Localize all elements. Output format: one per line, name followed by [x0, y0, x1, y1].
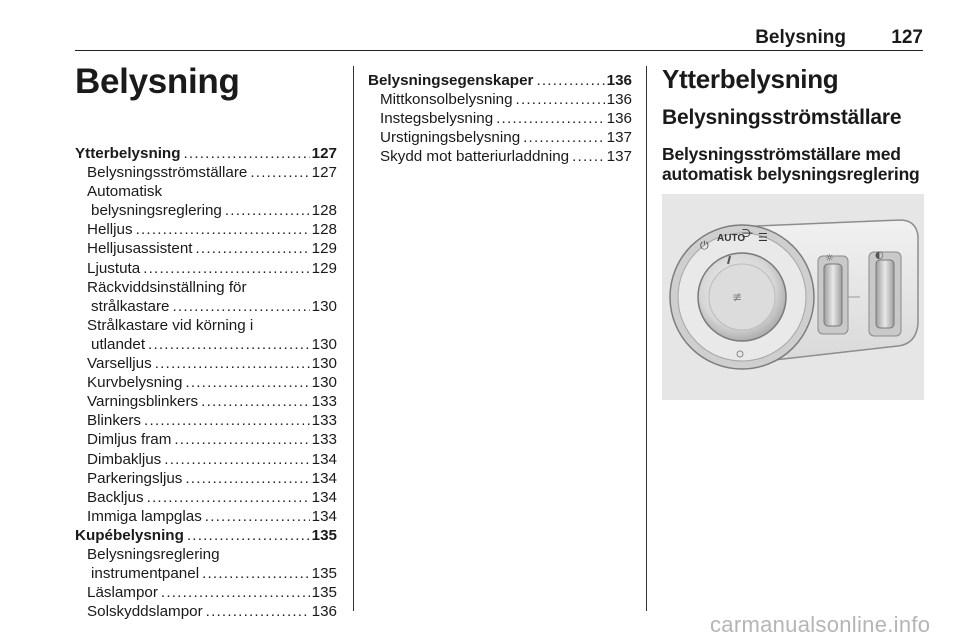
toc-dot-leader [185, 373, 309, 392]
toc-page-number: 134 [311, 488, 337, 506]
toc-page-number: 135 [311, 565, 337, 583]
toc-dot-leader [516, 90, 605, 109]
toc-page-number: 133 [311, 412, 337, 430]
toc-entry-label: Dimljus fram [87, 431, 172, 449]
toc-entry-row[interactable] [368, 128, 632, 147]
chapter-title: Belysning [75, 62, 240, 101]
toc-entry-row[interactable] [75, 469, 337, 488]
toc-section-label: Belysningsegenskaper [368, 72, 534, 89]
toc-entry-row[interactable] [75, 507, 337, 526]
toc-page-number: 135 [311, 526, 337, 544]
toc-entry-label: Immiga lampglas [87, 507, 202, 525]
column-divider-left [353, 66, 354, 611]
toc-page-number: 128 [311, 221, 337, 239]
header-page-number: 127 [891, 27, 923, 48]
toc-section-row[interactable] [75, 526, 337, 545]
toc-entry-row[interactable] [75, 297, 337, 316]
toc-dot-leader [225, 201, 310, 220]
toc-dot-leader [187, 526, 310, 545]
toc-dot-leader [144, 411, 310, 430]
toc-entry-label: Ljustuta [87, 259, 141, 277]
column-divider-right [646, 66, 647, 611]
fog-light-icon: ≢ [732, 290, 743, 304]
toc-page-number: 136 [606, 72, 632, 89]
toc-entry-label: Belysningsreglering [87, 545, 220, 563]
toc-entry-label: Automatisk [87, 183, 163, 201]
toc-page-number: 130 [311, 355, 337, 373]
toc-dot-leader [161, 583, 310, 602]
toc-section-row[interactable] [75, 144, 337, 163]
toc-entry-row[interactable] [75, 259, 337, 278]
toc-dot-leader [202, 564, 310, 583]
toc-page-number: 136 [606, 110, 632, 128]
toc-entry-row[interactable] [75, 201, 337, 220]
headlight-range-icon: ◐ [875, 250, 884, 261]
toc-page-number: 135 [311, 584, 337, 602]
toc-entry-label: utlandet [91, 335, 146, 353]
toc-page-number: 136 [311, 603, 337, 621]
headlight-icon: ☰ [758, 231, 768, 244]
light-switch-illustration [662, 194, 924, 400]
toc-entry-label: Mittkonsolbelysning [380, 91, 513, 109]
toc-entry-label: Solskyddslampor [87, 603, 203, 621]
toc-dot-leader [185, 469, 309, 488]
toc-dot-leader [523, 128, 605, 147]
subsubsection-heading: Belysningsströmställare med automatisk belysningsreglering [662, 144, 920, 184]
toc-page-number: 130 [311, 297, 337, 315]
toc-entry-row[interactable] [75, 335, 337, 354]
toc-page-number: 134 [311, 450, 337, 468]
toc-entry-label: belysningsreglering [91, 202, 222, 220]
toc-section-label: Ytterbelysning [75, 145, 181, 162]
toc-entry-label: Instegsbelysning [380, 110, 494, 128]
toc-page-number: 137 [606, 129, 632, 147]
toc-entry-row[interactable] [75, 163, 337, 182]
toc-entry-row[interactable] [75, 488, 337, 507]
toc-dot-leader [148, 335, 310, 354]
toc-entry-row[interactable] [75, 564, 337, 583]
toc-dot-leader [184, 144, 310, 163]
toc-dot-leader [496, 109, 605, 128]
toc-dot-leader [536, 71, 604, 90]
toc-entry-label: Parkeringsljus [87, 469, 183, 487]
toc-section-row[interactable] [368, 71, 632, 90]
toc-entry-label: Belysningsströmställare [87, 164, 248, 182]
toc-entry-label: Läslampor [87, 584, 158, 602]
header-title: Belysning [755, 27, 846, 48]
toc-dot-leader [155, 354, 310, 373]
toc-entry-row[interactable] [368, 147, 632, 166]
toc-dot-leader [205, 507, 310, 526]
toc-page-number: 134 [311, 507, 337, 525]
toc-entry-label: Varselljus [87, 355, 152, 373]
toc-page-number: 136 [606, 91, 632, 109]
toc-dot-leader [250, 163, 309, 182]
instrument-light-icon: ☼ [825, 253, 834, 264]
power-off-symbol: ⏻ [700, 239, 709, 252]
subsection-heading: Belysningsströmställare [662, 106, 902, 129]
toc-dot-leader [572, 147, 605, 166]
toc-entry-label: instrumentpanel [91, 565, 200, 583]
toc-entry-row[interactable] [75, 239, 337, 258]
toc-entry-label: Strålkastare vid körning i [87, 316, 254, 334]
toc-entry-row[interactable] [75, 450, 337, 469]
toc-dot-leader [147, 488, 310, 507]
toc-entry-row[interactable] [75, 602, 337, 621]
toc-page-number: 127 [311, 145, 337, 162]
headlight-range-wheel[interactable] [876, 260, 894, 328]
toc-entry-row[interactable] [368, 109, 632, 128]
toc-entry-label: Dimbakljus [87, 450, 162, 468]
toc-entry-row[interactable] [75, 373, 337, 392]
toc-dot-leader [206, 602, 310, 621]
auto-position-label: AUTO [717, 233, 746, 244]
toc-page-number: 130 [311, 335, 337, 353]
toc-entry-row[interactable] [75, 583, 337, 602]
toc-page-number: 133 [311, 393, 337, 411]
toc-entry-row[interactable] [75, 411, 337, 430]
section-intro [662, 64, 924, 184]
toc-dot-leader [164, 450, 309, 469]
toc-dot-leader [201, 392, 310, 411]
toc-page-number: 133 [311, 431, 337, 449]
toc-entry-label: Urstigningsbelysning [380, 129, 521, 147]
toc-entry-row[interactable] [75, 430, 337, 449]
toc-page-number: 127 [311, 164, 337, 182]
toc-page-number: 128 [311, 202, 337, 220]
toc-entry-row[interactable] [75, 392, 337, 411]
toc-section-label: Kupébelysning [75, 526, 184, 544]
toc-entry-row[interactable] [368, 90, 632, 109]
parking-light-icon: ⋺ [742, 227, 753, 240]
watermark: carmanualsonline.info [710, 612, 931, 637]
toc-entry-row[interactable] [75, 354, 337, 373]
toc-page-number: 130 [311, 374, 337, 392]
toc-page-number: 129 [311, 240, 337, 258]
instrument-dimmer-wheel[interactable] [824, 264, 842, 326]
toc-left-column [75, 144, 337, 621]
toc-entry-label: strålkastare [91, 297, 170, 315]
toc-dot-leader [174, 430, 309, 449]
toc-dot-leader [143, 259, 309, 278]
page-header [75, 0, 923, 51]
toc-entry-row[interactable] [75, 220, 337, 239]
toc-dot-leader [136, 220, 310, 239]
toc-entry-label: Helljus [87, 221, 133, 239]
toc-page-number: 137 [606, 148, 632, 166]
toc-entry-label: Kurvbelysning [87, 374, 183, 392]
section-heading: Ytterbelysning [662, 64, 839, 94]
toc-entry-label: Blinkers [87, 412, 142, 430]
toc-entry-label: Varningsblinkers [87, 393, 199, 411]
toc-entry-label: Helljusassistent [87, 240, 193, 258]
toc-dot-leader [196, 239, 310, 258]
toc-middle-column [368, 71, 632, 166]
toc-page-number: 129 [311, 259, 337, 277]
light-switch-drawing [662, 194, 924, 400]
toc-page-number: 134 [311, 469, 337, 487]
toc-dot-leader [173, 297, 310, 316]
toc-entry-label: Skydd mot batteriurladdning [380, 148, 570, 166]
toc-entry-label: Räckviddsinställning för [87, 278, 247, 296]
toc-entry-label: Backljus [87, 488, 144, 506]
